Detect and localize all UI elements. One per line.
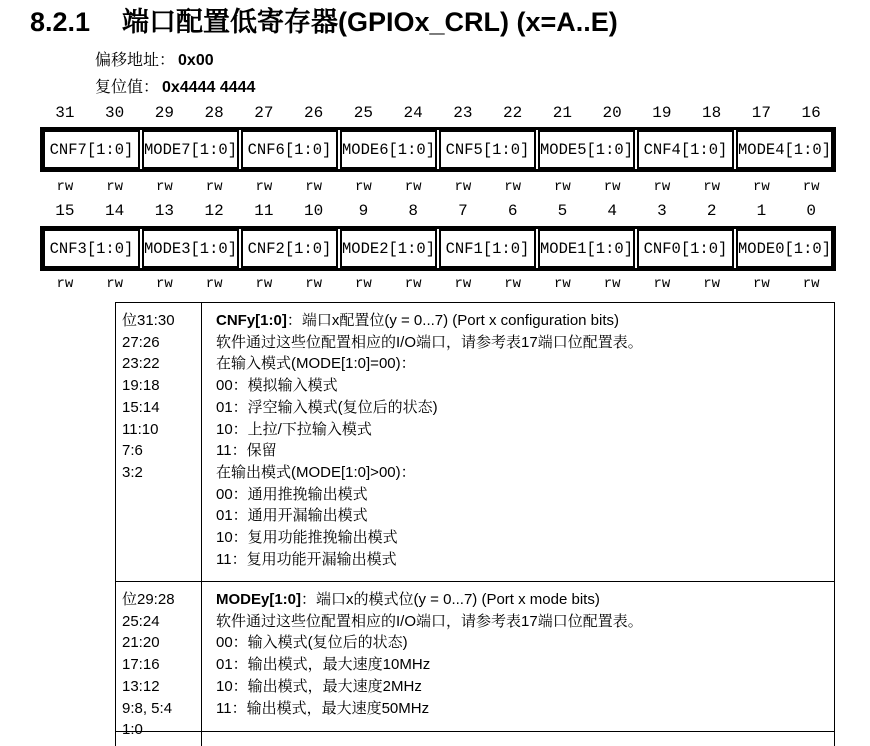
access-type: rw (205, 179, 223, 195)
bit-range: 11:10 (122, 420, 159, 438)
bit-number: 23 (453, 104, 473, 122)
bit-range: 23:22 (122, 355, 160, 373)
description-line: 00：模拟输入模式 (216, 377, 338, 395)
bit-number: 17 (751, 104, 771, 122)
bitfield-cell: MODE0[1:0] (736, 229, 833, 268)
description-line: 在输出模式(MODE[1:0]>00)： (216, 463, 416, 481)
bit-number: 20 (602, 104, 622, 122)
access-type: rw (56, 179, 74, 195)
access-type: rw (255, 179, 273, 195)
bitfield-cell: MODE4[1:0] (736, 130, 833, 169)
bit-number: 29 (154, 104, 174, 122)
field-description-cell (202, 582, 834, 741)
description-line: 11：输出模式，最大速度50MHz (216, 699, 430, 717)
reset-value-line (95, 78, 255, 98)
reset-value-label: 复位值： (95, 79, 160, 96)
bit-number: 7 (458, 202, 468, 220)
field-description-table (115, 302, 835, 739)
description-line: 01：输出模式，最大速度10MHz (216, 656, 431, 674)
bit-number: 2 (706, 202, 717, 220)
access-type: rw (155, 179, 173, 195)
description-line: 00：通用推挽输出模式 (216, 485, 368, 503)
bitfield-cell: CNF0[1:0] (637, 229, 734, 268)
bitfield-cell: CNF2[1:0] (241, 229, 338, 268)
bitfield-cell: CNF5[1:0] (439, 130, 536, 169)
access-type: rw (404, 276, 422, 292)
bit-number: 4 (607, 202, 617, 220)
bitfield-row-low (40, 226, 836, 271)
field-name: CNFy[1:0] (216, 312, 287, 329)
description-line: 01：浮空输入模式(复位后的状态) (216, 398, 438, 416)
field-description-cell (202, 303, 834, 581)
description-line: 在输入模式(MODE[1:0]=00)： (216, 355, 416, 373)
access-row-low (40, 276, 836, 292)
field-title: ：端口x的模式位(y = 0...7) (Port x mode bits) (301, 591, 600, 608)
access-type: rw (106, 276, 124, 292)
bit-number: 9 (358, 202, 369, 220)
description-line: 10：复用功能推挽输出模式 (216, 529, 398, 547)
bit-number: 18 (702, 104, 722, 122)
bit-range: 21:20 (122, 634, 160, 652)
description-line: 软件通过这些位配置相应的I/O端口，请参考表17端口位配置表。 (216, 333, 643, 351)
access-type: rw (106, 179, 124, 195)
access-type: rw (553, 276, 571, 292)
bit-number: 3 (657, 202, 667, 220)
bit-number: 12 (204, 202, 224, 220)
bitfield-cell: MODE6[1:0] (340, 130, 437, 169)
bit-range: 25:24 (122, 612, 160, 630)
description-line: 01：通用开漏输出模式 (216, 507, 368, 525)
access-type: rw (603, 179, 621, 195)
description-line: 00：输入模式(复位后的状态) (216, 634, 408, 652)
bitfield-cell: CNF7[1:0] (43, 130, 140, 169)
bit-number: 0 (806, 202, 816, 220)
page-title: 端口配置低寄存器(GPIOx_CRL) (x=A..E) (122, 7, 618, 37)
bit-range: 7:6 (122, 442, 143, 460)
bit-range: 17:16 (122, 656, 160, 674)
bit-number: 5 (557, 202, 568, 220)
access-type: rw (354, 276, 372, 292)
bit-range: 9:8, 5:4 (122, 699, 173, 717)
field-title: ：端口x配置位(y = 0...7) (Port x configuration bits) (286, 312, 620, 329)
access-type: rw (653, 276, 671, 292)
access-type: rw (703, 276, 721, 292)
section-heading (30, 6, 618, 38)
bit-range: 27:26 (122, 333, 160, 351)
offset-address-label: 偏移地址： (95, 52, 176, 69)
access-type: rw (56, 276, 74, 292)
bit-range: 1:0 (122, 721, 143, 739)
bit-range: 13:12 (122, 677, 160, 695)
bit-number: 10 (304, 202, 324, 220)
bit-range: 15:14 (122, 398, 160, 416)
access-type: rw (354, 179, 372, 195)
table-continuation-line (201, 731, 202, 746)
description-line: 10：上拉/下拉输入模式 (216, 420, 372, 438)
access-type: rw (255, 276, 273, 292)
bitfield-cell: CNF4[1:0] (637, 130, 734, 169)
description-line: 10：输出模式，最大速度2MHz (216, 677, 422, 695)
description-row (116, 303, 834, 581)
bitfield-row-high (40, 127, 836, 172)
description-row (116, 581, 834, 739)
access-type: rw (504, 276, 522, 292)
bit-number: 24 (403, 104, 423, 122)
bitfield-cell: CNF6[1:0] (241, 130, 338, 169)
bit-number: 27 (254, 104, 274, 122)
bit-numbers-row-high (40, 104, 836, 122)
description-line: 软件通过这些位配置相应的I/O端口，请参考表17端口位配置表。 (216, 612, 643, 630)
description-line (216, 589, 824, 611)
section-number: 8.2.1 (30, 7, 91, 37)
bitfield-cell: MODE5[1:0] (538, 130, 635, 169)
access-type: rw (752, 179, 770, 195)
access-type: rw (155, 276, 173, 292)
bit-number: 15 (55, 202, 75, 220)
bit-number: 6 (507, 202, 518, 220)
bitfield-cell: MODE3[1:0] (142, 229, 239, 268)
bitfield-cell: CNF1[1:0] (439, 229, 536, 268)
bitfield-cell: CNF3[1:0] (43, 229, 140, 268)
bit-range: 19:18 (122, 377, 160, 395)
description-line (216, 310, 824, 332)
access-type: rw (802, 179, 820, 195)
bit-number: 1 (756, 202, 767, 220)
access-type: rw (553, 179, 571, 195)
access-type: rw (752, 276, 770, 292)
access-row-high (40, 179, 836, 195)
bit-number: 19 (652, 104, 672, 122)
offset-address-value: 0x00 (178, 52, 214, 69)
access-type: rw (504, 179, 522, 195)
access-type: rw (205, 276, 223, 292)
bit-number: 11 (254, 202, 274, 220)
bit-number: 31 (55, 104, 75, 122)
bit-number: 30 (105, 104, 125, 122)
access-type: rw (404, 179, 422, 195)
table-continuation-line (115, 731, 116, 746)
access-type: rw (305, 179, 323, 195)
field-name: MODEy[1:0] (216, 591, 302, 608)
access-type: rw (653, 179, 671, 195)
bit-range-cell (116, 303, 202, 581)
bitfield-cell: MODE2[1:0] (340, 229, 437, 268)
access-type: rw (802, 276, 820, 292)
bit-range-cell (116, 582, 202, 741)
access-type: rw (703, 179, 721, 195)
reset-value-value: 0x4444 4444 (162, 79, 256, 96)
bit-number: 26 (304, 104, 324, 122)
bit-number: 14 (105, 202, 125, 220)
access-type: rw (454, 179, 472, 195)
bit-number: 28 (204, 104, 224, 122)
access-type: rw (603, 276, 621, 292)
bit-number: 16 (801, 104, 821, 122)
bit-range: 位31:30 (122, 312, 175, 329)
bit-number: 13 (154, 202, 174, 220)
bit-number: 25 (353, 104, 373, 122)
bit-range: 3:2 (122, 463, 143, 481)
description-line: 11：保留 (216, 442, 277, 460)
bit-range: 位29:28 (122, 591, 175, 608)
bit-number: 8 (408, 202, 418, 220)
bitfield-cell: MODE1[1:0] (538, 229, 635, 268)
bit-number: 21 (552, 104, 572, 122)
access-type: rw (305, 276, 323, 292)
bit-number: 22 (503, 104, 523, 122)
access-type: rw (454, 276, 472, 292)
table-continuation-line (834, 731, 835, 746)
bitfield-cell: MODE7[1:0] (142, 130, 239, 169)
description-line: 11：复用功能开漏输出模式 (216, 550, 397, 568)
bit-numbers-row-low (40, 202, 836, 220)
offset-address-line (95, 51, 214, 71)
